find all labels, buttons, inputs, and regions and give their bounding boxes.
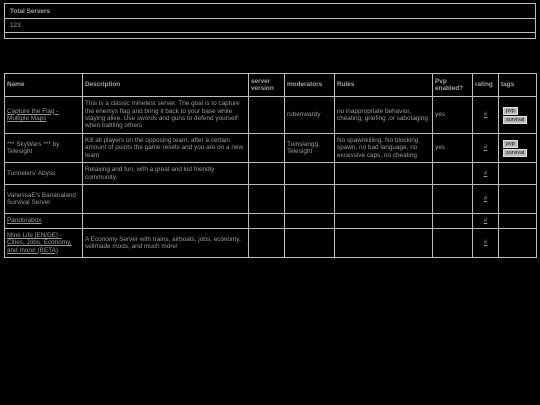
server-rules (335, 163, 433, 185)
server-name-link[interactable]: Mine Life [EN/DE] - Cities, Jobs, Economy, and more! (BETA) (7, 231, 72, 254)
server-name-cell (5, 229, 83, 258)
table-row (5, 134, 537, 163)
rating-link[interactable]: # (483, 144, 488, 152)
server-description: A Economy Server with trains, airboats, jobs, economy, sellmade mods, and much more! (83, 229, 249, 258)
server-rules: no inappropriate behavior, cheating, griefing ,or sabotaging (335, 97, 433, 134)
server-rules (335, 229, 433, 258)
server-description (83, 185, 249, 214)
server-moderators (285, 229, 335, 258)
rating-cell (473, 97, 499, 134)
total-servers-header: Total Servers (5, 4, 536, 19)
header-moderators: moderators (285, 74, 335, 97)
rating-cell (473, 229, 499, 258)
server-name: VanessaE's Bananaland Survival Server (5, 185, 83, 214)
server-version (249, 185, 285, 214)
header-name: Name (5, 74, 83, 97)
server-name-link[interactable]: Pandorabox (7, 217, 42, 225)
server-pvp (433, 185, 473, 214)
total-servers-box (4, 3, 536, 39)
header-rules: Rules (335, 74, 433, 97)
header-server-version: server version (249, 74, 285, 97)
server-name-cell (5, 97, 83, 134)
server-description: This is a classic minetest server. The goal is to capture the enemys flag and bring it back to your base while staying alive. Use swords and guns to defend yourself when battling others (83, 97, 249, 134)
server-description: Relaxing and fun, with a great and kid friendly community. (83, 163, 249, 185)
server-pvp (433, 229, 473, 258)
server-pvp (433, 163, 473, 185)
server-name-link[interactable]: Capture the Flag - Multiple Maps (7, 107, 59, 122)
server-pvp (433, 214, 473, 229)
tags-cell (499, 97, 537, 134)
rating-link[interactable]: # (483, 111, 488, 119)
server-version (249, 229, 285, 258)
rating-link[interactable]: # (483, 195, 488, 203)
table-row (5, 185, 537, 214)
server-rules (335, 185, 433, 214)
server-rules: No spawnkilling, No blocking spawn, no bad language, no excessive caps, no cheating (335, 134, 433, 163)
rating-link[interactable]: # (483, 169, 488, 177)
server-version (249, 163, 285, 185)
server-version (249, 134, 285, 163)
server-moderators (285, 185, 335, 214)
server-moderators (285, 163, 335, 185)
rating-link[interactable]: # (483, 239, 488, 247)
table-header-row (5, 74, 537, 97)
rating-cell (473, 163, 499, 185)
table-row (5, 97, 537, 134)
total-servers-empty-row (5, 33, 536, 39)
server-pvp: yes (433, 134, 473, 163)
server-name: *** SkyWars *** by Telesight (5, 134, 83, 163)
header-rating: rating (473, 74, 499, 97)
server-pvp: yes (433, 97, 473, 134)
header-tags: tags (499, 74, 537, 97)
table-row (5, 214, 537, 229)
server-name-cell (5, 214, 83, 229)
rating-link[interactable]: # (483, 217, 488, 225)
server-version (249, 97, 285, 134)
tag-badge[interactable]: survival (503, 116, 527, 124)
header-pvp-enabled: Pvp enabled? (433, 74, 473, 97)
table-row (5, 229, 537, 258)
rating-cell (473, 185, 499, 214)
tag-badge[interactable]: pvp (503, 107, 518, 115)
tag-badge[interactable]: survival (503, 149, 527, 157)
rating-cell (473, 214, 499, 229)
server-moderators: Tuinslangg, Telesight (285, 134, 335, 163)
tags-cell (499, 214, 537, 229)
server-moderators: rubenwardy (285, 97, 335, 134)
server-description (83, 214, 249, 229)
server-rules (335, 214, 433, 229)
tags-cell (499, 185, 537, 214)
tag-badge[interactable]: pvp (503, 140, 518, 148)
rating-cell (473, 134, 499, 163)
server-version (249, 214, 285, 229)
header-description: Description (83, 74, 249, 97)
server-moderators (285, 214, 335, 229)
servers-table (4, 73, 537, 258)
server-description: Kill all players on the opposing team, after a certain amount of points the game resets and you are on a new team (83, 134, 249, 163)
table-row (5, 163, 537, 185)
tags-cell (499, 134, 537, 163)
tags-cell (499, 229, 537, 258)
tags-cell (499, 163, 537, 185)
server-name: Tunnelers' Abyss (5, 163, 83, 185)
total-servers-value: 123 (5, 19, 536, 33)
